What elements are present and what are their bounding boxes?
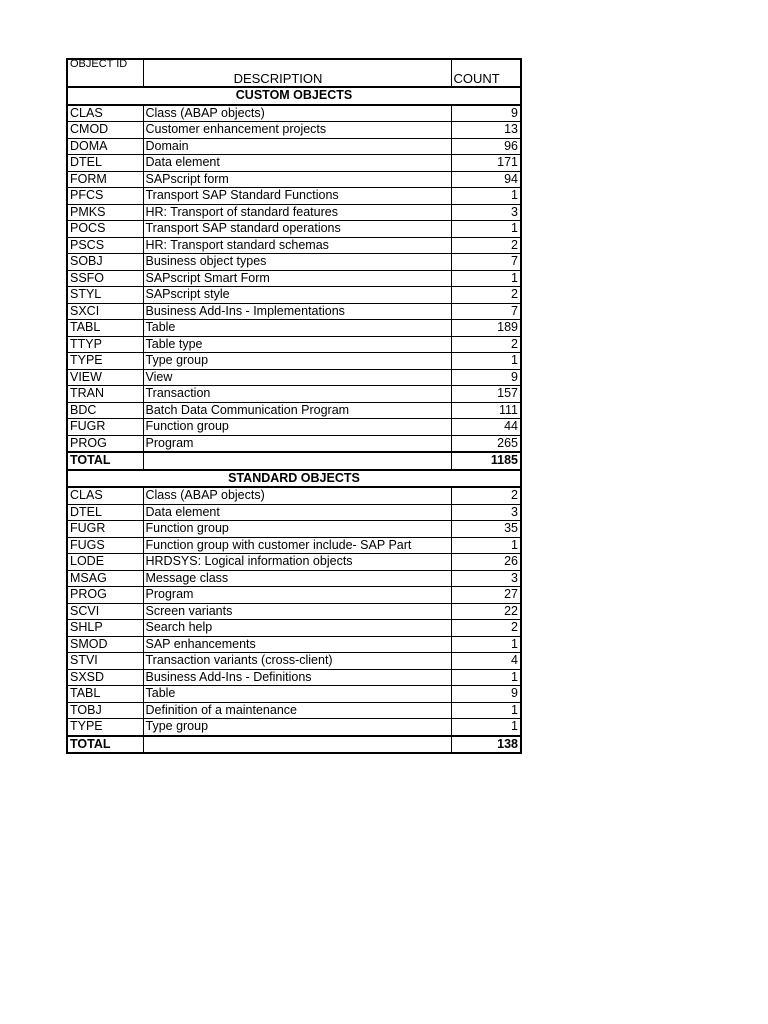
description-cell: Table type (143, 336, 451, 353)
header-object-id: OBJECT ID (67, 59, 143, 87)
description-cell: Transport SAP Standard Functions (143, 188, 451, 205)
count-cell: 9 (451, 686, 521, 703)
object-id-cell: PMKS (67, 204, 143, 221)
count-cell: 7 (451, 303, 521, 320)
description-cell: Table (143, 686, 451, 703)
count-cell: 1 (451, 719, 521, 736)
object-id-cell: LODE (67, 554, 143, 571)
table-row (67, 369, 521, 386)
table-row (67, 554, 521, 571)
object-id-cell: TYPE (67, 353, 143, 370)
object-id-cell: PROG (67, 587, 143, 604)
total-label: TOTAL (67, 452, 143, 470)
count-cell: 1 (451, 702, 521, 719)
table-row (67, 204, 521, 221)
table-row (67, 570, 521, 587)
description-cell: HRDSYS: Logical information objects (143, 554, 451, 571)
description-cell: Screen variants (143, 603, 451, 620)
count-cell: 13 (451, 122, 521, 139)
count-cell: 35 (451, 521, 521, 538)
description-cell: Data element (143, 504, 451, 521)
header-row (67, 59, 521, 87)
description-cell: Business Add-Ins - Definitions (143, 669, 451, 686)
count-cell: 96 (451, 138, 521, 155)
count-cell: 1 (451, 669, 521, 686)
table-row (67, 188, 521, 205)
description-cell: Customer enhancement projects (143, 122, 451, 139)
object-id-cell: STVI (67, 653, 143, 670)
description-cell: SAPscript Smart Form (143, 270, 451, 287)
count-cell: 189 (451, 320, 521, 337)
count-cell: 265 (451, 435, 521, 452)
description-cell: Class (ABAP objects) (143, 105, 451, 122)
description-cell: HR: Transport standard schemas (143, 237, 451, 254)
description-cell: Data element (143, 155, 451, 172)
table-row (67, 171, 521, 188)
table-row (67, 122, 521, 139)
object-id-cell: SMOD (67, 636, 143, 653)
object-id-cell: DOMA (67, 138, 143, 155)
count-cell: 3 (451, 504, 521, 521)
object-id-cell: DTEL (67, 504, 143, 521)
table-row (67, 702, 521, 719)
table-row (67, 686, 521, 703)
count-cell: 1 (451, 270, 521, 287)
count-cell: 1 (451, 188, 521, 205)
description-cell: Business Add-Ins - Implementations (143, 303, 451, 320)
table-row (67, 603, 521, 620)
description-cell: SAPscript form (143, 171, 451, 188)
object-id-cell: CMOD (67, 122, 143, 139)
description-cell: Transaction variants (cross-client) (143, 653, 451, 670)
standard-total-row (67, 736, 521, 754)
count-cell: 26 (451, 554, 521, 571)
object-id-cell: DTEL (67, 155, 143, 172)
object-id-cell: TABL (67, 686, 143, 703)
description-cell: Table (143, 320, 451, 337)
custom-objects-section-header (67, 87, 521, 105)
table-row (67, 270, 521, 287)
count-cell: 7 (451, 254, 521, 271)
description-cell: Class (ABAP objects) (143, 487, 451, 504)
table-row (67, 386, 521, 403)
table-row (67, 287, 521, 304)
header-count: COUNT (451, 59, 521, 87)
object-id-cell: TYPE (67, 719, 143, 736)
description-cell: Type group (143, 353, 451, 370)
description-cell: Definition of a maintenance (143, 702, 451, 719)
count-cell: 2 (451, 336, 521, 353)
object-id-cell: FUGR (67, 521, 143, 538)
table-row (67, 620, 521, 637)
count-cell: 2 (451, 237, 521, 254)
table-row (67, 487, 521, 504)
section-title: STANDARD OBJECTS (67, 470, 521, 488)
table-row (67, 336, 521, 353)
object-id-cell: FORM (67, 171, 143, 188)
custom-total-row (67, 452, 521, 470)
description-cell: Domain (143, 138, 451, 155)
count-cell: 9 (451, 105, 521, 122)
count-cell: 2 (451, 287, 521, 304)
table-row (67, 320, 521, 337)
section-title: CUSTOM OBJECTS (67, 87, 521, 105)
count-cell: 4 (451, 653, 521, 670)
object-id-cell: CLAS (67, 487, 143, 504)
object-id-cell: FUGR (67, 419, 143, 436)
count-cell: 27 (451, 587, 521, 604)
count-cell: 171 (451, 155, 521, 172)
object-id-cell: BDC (67, 402, 143, 419)
table-row (67, 669, 521, 686)
count-cell: 9 (451, 369, 521, 386)
table-row (67, 521, 521, 538)
table-row (67, 303, 521, 320)
table-row (67, 237, 521, 254)
table-row (67, 504, 521, 521)
table-row (67, 435, 521, 452)
object-id-cell: SCVI (67, 603, 143, 620)
total-blank-cell (143, 736, 451, 754)
total-count: 138 (451, 736, 521, 754)
description-cell: View (143, 369, 451, 386)
object-id-cell: SOBJ (67, 254, 143, 271)
object-id-cell: PFCS (67, 188, 143, 205)
object-id-cell: FUGS (67, 537, 143, 554)
description-cell: Type group (143, 719, 451, 736)
standard-objects-section-header (67, 470, 521, 488)
object-id-cell: POCS (67, 221, 143, 238)
object-id-cell: PSCS (67, 237, 143, 254)
table-row (67, 587, 521, 604)
count-cell: 94 (451, 171, 521, 188)
object-id-cell: MSAG (67, 570, 143, 587)
count-cell: 111 (451, 402, 521, 419)
description-cell: Program (143, 587, 451, 604)
object-id-cell: PROG (67, 435, 143, 452)
count-cell: 1 (451, 636, 521, 653)
table-row (67, 254, 521, 271)
object-id-cell: SHLP (67, 620, 143, 637)
table-row (67, 353, 521, 370)
description-cell: Search help (143, 620, 451, 637)
description-cell: Program (143, 435, 451, 452)
description-cell: Message class (143, 570, 451, 587)
object-id-cell: CLAS (67, 105, 143, 122)
table-row (67, 419, 521, 436)
object-id-cell: VIEW (67, 369, 143, 386)
description-cell: Transport SAP standard operations (143, 221, 451, 238)
description-cell: Business object types (143, 254, 451, 271)
total-blank-cell (143, 452, 451, 470)
table-row (67, 719, 521, 736)
description-cell: Batch Data Communication Program (143, 402, 451, 419)
count-cell: 1 (451, 221, 521, 238)
object-id-cell: TRAN (67, 386, 143, 403)
count-cell: 2 (451, 620, 521, 637)
object-id-cell: SXCI (67, 303, 143, 320)
object-id-cell: TOBJ (67, 702, 143, 719)
description-cell: HR: Transport of standard features (143, 204, 451, 221)
table-row (67, 636, 521, 653)
object-id-cell: TABL (67, 320, 143, 337)
object-count-table (66, 58, 522, 754)
object-id-cell: SXSD (67, 669, 143, 686)
total-label: TOTAL (67, 736, 143, 754)
count-cell: 22 (451, 603, 521, 620)
table-row (67, 105, 521, 122)
total-count: 1185 (451, 452, 521, 470)
table-row (67, 155, 521, 172)
description-cell: SAPscript style (143, 287, 451, 304)
table-row (67, 653, 521, 670)
count-cell: 1 (451, 353, 521, 370)
object-id-cell: STYL (67, 287, 143, 304)
description-cell: Function group with customer include- SAP Part (143, 537, 451, 554)
description-cell: Transaction (143, 386, 451, 403)
description-cell: Function group (143, 521, 451, 538)
description-cell: Function group (143, 419, 451, 436)
count-cell: 157 (451, 386, 521, 403)
object-id-cell: TTYP (67, 336, 143, 353)
count-cell: 1 (451, 537, 521, 554)
description-cell: SAP enhancements (143, 636, 451, 653)
count-cell: 44 (451, 419, 521, 436)
table-row (67, 221, 521, 238)
table-row (67, 537, 521, 554)
count-cell: 3 (451, 204, 521, 221)
object-count-sheet (66, 58, 520, 754)
count-cell: 3 (451, 570, 521, 587)
table-row (67, 402, 521, 419)
count-cell: 2 (451, 487, 521, 504)
header-description: DESCRIPTION (143, 59, 451, 87)
object-id-cell: SSFO (67, 270, 143, 287)
table-row (67, 138, 521, 155)
